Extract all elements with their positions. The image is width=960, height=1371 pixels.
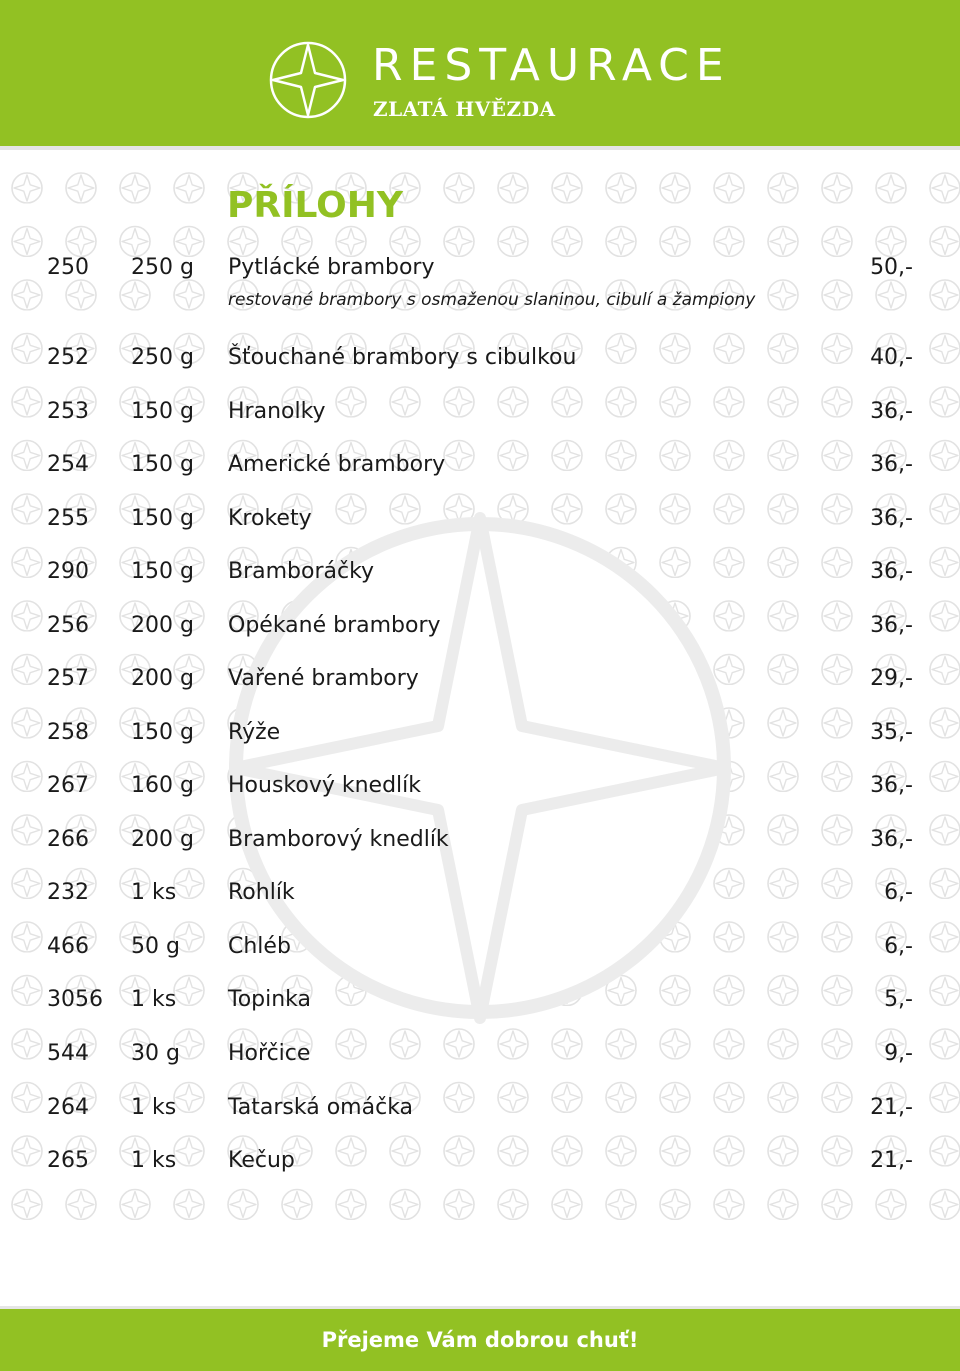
menu-item-row [0,445,960,485]
menu-item-row [0,980,960,1020]
menu-item-row [0,552,960,592]
item-quantity: 250 g [131,255,194,280]
item-quantity: 200 g [131,666,194,691]
item-price: 50,- [870,255,913,280]
menu-item-row [0,499,960,539]
item-price: 36,- [870,773,913,798]
item-price: 29,- [870,666,913,691]
item-code: 266 [47,827,89,852]
item-price: 36,- [870,506,913,531]
item-code: 250 [47,255,89,280]
menu-item-row [0,1088,960,1128]
menu-item-row [0,248,960,288]
item-code: 253 [47,399,89,424]
item-name: Chléb [228,934,291,959]
item-code: 265 [47,1148,89,1173]
brand-title: RESTAURACE [372,40,731,91]
item-price: 36,- [870,399,913,424]
menu-item-row [0,873,960,913]
menu-item-row [0,713,960,753]
item-price: 36,- [870,613,913,638]
item-price: 9,- [884,1041,913,1066]
item-code: 254 [47,452,89,477]
item-price: 40,- [870,345,913,370]
item-quantity: 150 g [131,559,194,584]
item-quantity: 250 g [131,345,194,370]
item-price: 36,- [870,452,913,477]
item-price: 36,- [870,827,913,852]
footer-banner [0,1306,960,1371]
item-code: 466 [47,934,89,959]
item-code: 258 [47,720,89,745]
item-code: 264 [47,1095,89,1120]
item-quantity: 150 g [131,720,194,745]
item-name: Topinka [228,987,312,1012]
menu-item-row [0,820,960,860]
item-code: 252 [47,345,89,370]
menu-item-row [0,766,960,806]
item-price: 5,- [884,987,913,1012]
footer-text: Přejeme Vám dobrou chuť! [321,1328,639,1352]
item-name: Krokety [228,506,312,531]
item-name: Opékané brambory [228,613,441,638]
item-name: Rýže [228,720,281,745]
item-price: 21,- [870,1095,913,1120]
item-code: 3056 [47,987,103,1012]
item-name: Bramborový knedlík [228,827,449,852]
item-quantity: 200 g [131,613,194,638]
item-quantity: 1 ks [131,1148,177,1173]
menu-item-row [0,927,960,967]
brand-subtitle: ZLATÁ HVĚZDA [373,97,556,121]
item-quantity: 50 g [131,934,180,959]
section-title: PŘÍLOHY [227,185,403,226]
item-price: 21,- [870,1148,913,1173]
menu-item-row [0,1034,960,1074]
item-quantity: 1 ks [131,987,177,1012]
item-name: Šťouchané brambory s cibulkou [228,345,577,370]
item-quantity: 160 g [131,773,194,798]
item-name: Americké brambory [228,452,446,477]
item-name: Houskový knedlík [228,773,422,798]
item-description: restované brambory s osmaženou slaninou, cibulí a žampiony [228,290,756,310]
item-code: 290 [47,559,89,584]
item-price: 35,- [870,720,913,745]
item-price: 6,- [884,934,913,959]
item-name: Pytlácké brambory [228,255,435,280]
item-quantity: 150 g [131,506,194,531]
item-code: 544 [47,1041,89,1066]
item-code: 232 [47,880,89,905]
menu-item-row [0,659,960,699]
item-code: 257 [47,666,89,691]
menu-item-row [0,338,960,378]
menu-item-row [0,1141,960,1181]
item-code: 267 [47,773,89,798]
item-quantity: 150 g [131,399,194,424]
item-name: Tatarská omáčka [228,1095,414,1120]
item-quantity: 30 g [131,1041,180,1066]
item-price: 36,- [870,559,913,584]
item-name: Kečup [228,1148,295,1173]
item-name: Rohlík [228,880,295,905]
item-price: 6,- [884,880,913,905]
item-quantity: 200 g [131,827,194,852]
item-code: 256 [47,613,89,638]
item-name: Hořčice [228,1041,311,1066]
item-quantity: 150 g [131,452,194,477]
menu-item-row [0,606,960,646]
item-quantity: 1 ks [131,880,177,905]
item-name: Hranolky [228,399,326,424]
item-code: 255 [47,506,89,531]
item-name: Bramboráčky [228,559,375,584]
item-quantity: 1 ks [131,1095,177,1120]
menu-item-row [0,392,960,432]
item-name: Vařené brambory [228,666,419,691]
